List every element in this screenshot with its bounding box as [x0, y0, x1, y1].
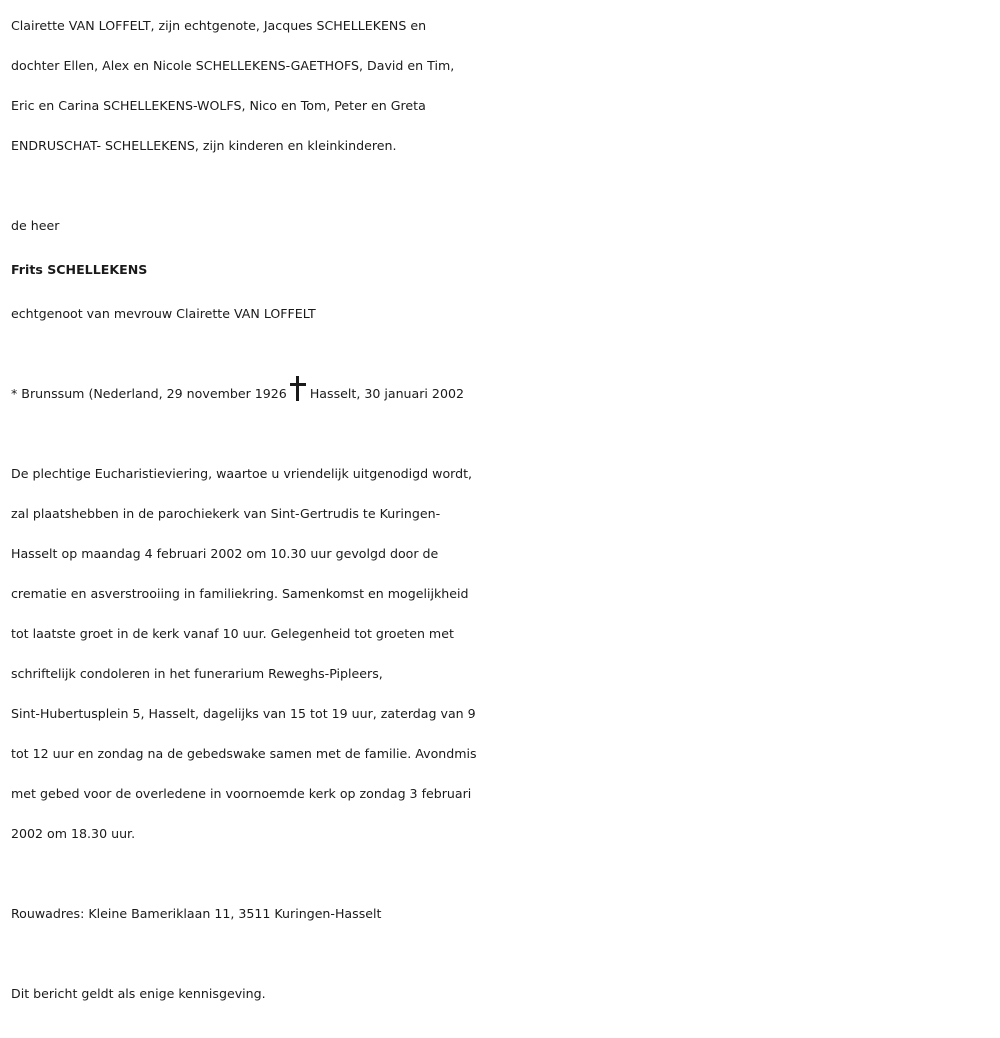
family-line: ENDRUSCHAT- SCHELLEKENS, zijn kinderen en kleinkinderen. — [11, 138, 397, 153]
ceremony-line: Sint-Hubertusplein 5, Hasselt, dagelijks van 15 tot 19 uur, zaterdag van 9 — [11, 706, 476, 721]
mourning-address: Rouwadres: Kleine Bameriklaan 11, 3511 Kuringen-Hasselt — [11, 906, 382, 921]
family-line: Eric en Carina SCHELLEKENS-WOLFS, Nico en Tom, Peter en Greta — [11, 98, 426, 113]
deceased-relation: echtgenoot van mevrouw Clairette VAN LOFFELT — [11, 306, 316, 321]
spacer — [11, 334, 991, 374]
spacer — [11, 414, 991, 454]
ceremony-line: crematie en asverstrooiing in familiekring. Samenkomst en mogelijkheid — [11, 586, 469, 601]
ceremony-line: schriftelijk condoleren in het funerarium Reweghs-Pipleers, — [11, 666, 383, 681]
ceremony-line: De plechtige Eucharistieviering, waartoe u vriendelijk uitgenodigd wordt, — [11, 466, 473, 481]
ceremony-line: met gebed voor de overledene in voornoemde kerk op zondag 3 februari — [11, 786, 472, 801]
ceremony-line: 2002 om 18.30 uur. — [11, 826, 136, 841]
family-paragraph — [11, 6, 991, 166]
cross-icon — [290, 376, 306, 402]
ceremony-line: Hasselt op maandag 4 februari 2002 om 10.30 uur gevolgd door de — [11, 546, 439, 561]
family-line: dochter Ellen, Alex en Nicole SCHELLEKENS-GAETHOFS, David en Tim, — [11, 58, 455, 73]
deceased-name: Frits SCHELLEKENS — [11, 262, 148, 277]
spacer — [11, 854, 991, 894]
death-info: Hasselt, 30 januari 2002 — [309, 386, 464, 401]
ceremony-line: tot 12 uur en zondag na de gebedswake samen met de familie. Avondmis — [11, 746, 477, 761]
birth-info: * Brunssum (Nederland, 29 november 1926 — [11, 386, 287, 401]
family-line: Clairette VAN LOFFELT, zijn echtgenote, Jacques SCHELLEKENS en — [11, 18, 427, 33]
spacer — [11, 934, 991, 974]
death-notice — [11, 6, 991, 1014]
ceremony-paragraph — [11, 454, 991, 854]
ceremony-line: zal plaatshebben in de parochiekerk van Sint-Gertrudis te Kuringen- — [11, 506, 441, 521]
spacer — [11, 166, 991, 206]
deceased-title: de heer — [11, 218, 60, 233]
ceremony-line: tot laatste groet in de kerk vanaf 10 uur. Gelegenheid tot groeten met — [11, 626, 454, 641]
life-dates — [11, 374, 991, 414]
closing-note: Dit bericht geldt als enige kennisgeving. — [11, 986, 266, 1001]
